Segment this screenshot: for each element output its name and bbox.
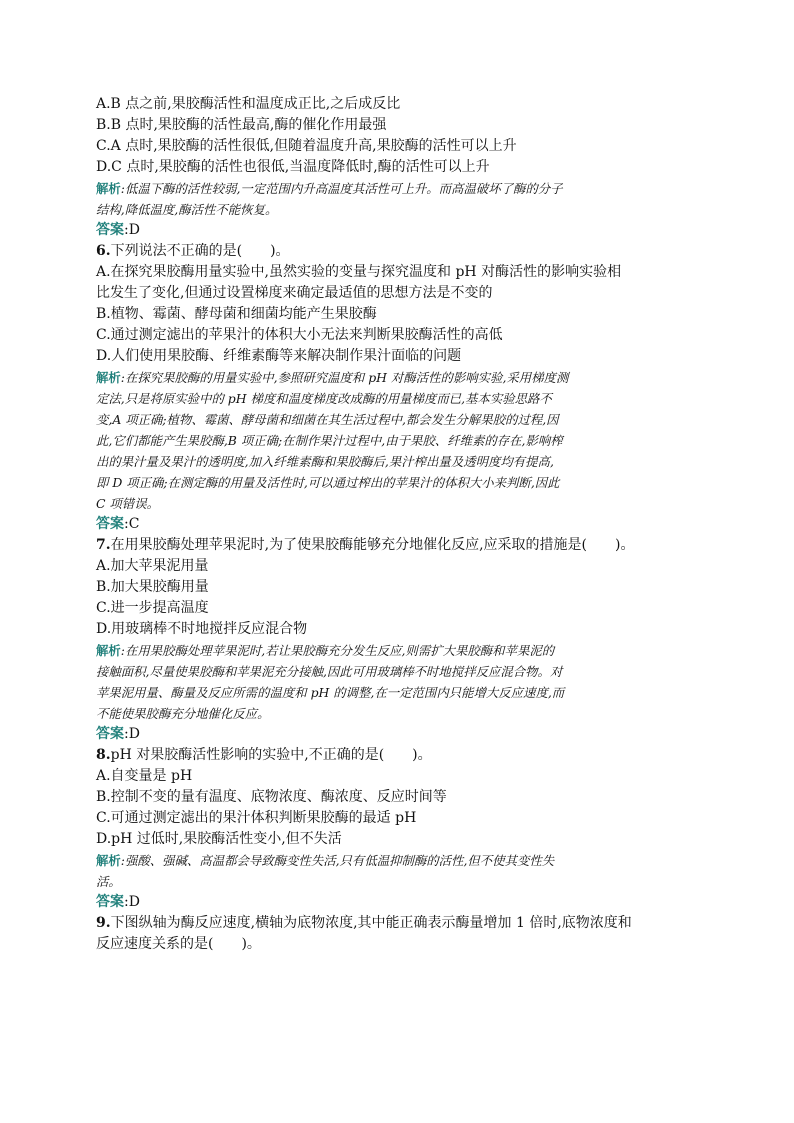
answer-value: :C: [124, 516, 140, 532]
q5-option-c: C.A 点时,果胶酶的活性很低,但随着温度升高,果胶酶的活性可以上升: [96, 138, 517, 154]
q6-explanation-line-4: 此,它们都能产生果胶酶,B 项正确;在制作果汁过程中,由于果胶、纤维素的存在,影响榨: [96, 433, 563, 448]
q6-explanation-line-6: 即 D 项正确;在测定酶的用量及活性时,可以通过榨出的苹果汁的体积大小来判断,因此: [96, 475, 560, 490]
q5-explanation-line-2: 结构,降低温度,酶活性不能恢复。: [96, 202, 278, 217]
q8-explanation-line-1: [96, 850, 700, 871]
explanation-text: :在用果胶酶处理苹果泥时,若让果胶酶充分发生反应,则需扩大果胶酶和苹果泥的: [120, 643, 555, 658]
q5-option-d: D.C 点时,果胶酶的活性也很低,当温度降低时,酶的活性可以上升: [96, 159, 490, 175]
q6-explanation-line-1: [96, 367, 700, 388]
q5-answer: [96, 220, 700, 241]
q8-option-d: D.pH 过低时,果胶酶活性变小,但不失活: [96, 831, 342, 847]
q6-explanation-line-7: C 项错误。: [96, 496, 159, 511]
q7-explanation-line-2: 接触面积,尽量使果胶酶和苹果泥充分接触,因此可用玻璃棒不时地搅拌反应混合物。对: [96, 664, 563, 679]
explanation-text: :低温下酶的活性较弱,一定范围内升高温度其活性可上升。而高温破坏了酶的分子: [120, 181, 563, 196]
q8-stem: [96, 745, 700, 766]
q5-option-b: B.B 点时,果胶酶的活性最高,酶的催化作用最强: [96, 117, 387, 133]
q6-option-c: C.通过测定滤出的苹果汁的体积大小无法来判断果胶酶活性的高低: [96, 327, 503, 343]
question-text: 在用果胶酶处理苹果泥时,为了使果胶酶能够充分地催化反应,应采取的措施是( )。: [110, 537, 635, 553]
answer-label: 答案: [96, 726, 124, 742]
answer-label: 答案: [96, 222, 124, 238]
explanation-label: 解析: [96, 370, 121, 385]
q7-option-a: A.加大苹果泥用量: [96, 558, 209, 574]
q9-stem-line-1: [96, 913, 700, 934]
q9-stem-line-2: 反应速度关系的是( )。: [96, 936, 261, 952]
answer-value: :D: [124, 894, 140, 910]
answer-value: :D: [124, 726, 140, 742]
q5-explanation-line-1: [96, 178, 700, 199]
q6-option-d: D.人们使用果胶酶、纤维素酶等来解决制作果汁面临的问题: [96, 348, 462, 364]
document-content: [96, 94, 700, 955]
question-text: pH 对果胶酶活性影响的实验中,不正确的是( )。: [110, 747, 432, 763]
q5-option-a: A.B 点之前,果胶酶活性和温度成正比,之后成反比: [96, 96, 401, 112]
q6-explanation-line-5: 出的果汁量及果汁的透明度,加入纤维素酶和果胶酶后,果汁榨出量及透明度均有提高,: [96, 454, 554, 469]
explanation-label: 解析: [96, 853, 121, 868]
explanation-label: 解析: [96, 643, 121, 658]
q8-option-b: B.控制不变的量有温度、底物浓度、酶浓度、反应时间等: [96, 789, 447, 805]
q7-explanation-line-1: [96, 640, 700, 661]
q6-answer: [96, 514, 700, 535]
answer-label: 答案: [96, 894, 124, 910]
q7-stem: [96, 535, 700, 556]
q8-option-c: C.可通过测定滤出的果汁体积判断果胶酶的最适 pH: [96, 810, 417, 826]
q8-option-a: A.自变量是 pH: [96, 768, 193, 784]
q7-answer: [96, 724, 700, 745]
explanation-text: :在探究果胶酶的用量实验中,参照研究温度和 pH 对酶活性的影响实验,采用梯度测: [120, 370, 569, 385]
q6-stem: [96, 241, 700, 262]
q7-explanation-line-3: 苹果泥用量、酶量及反应所需的温度和 pH 的调整,在一定范围内只能增大反应速度,而: [96, 685, 565, 700]
question-number: 7.: [96, 537, 111, 553]
q7-explanation-line-4: 不能使果胶酶充分地催化反应。: [96, 706, 270, 721]
q7-option-d: D.用玻璃棒不时地搅拌反应混合物: [96, 621, 308, 637]
question-number: 8.: [96, 747, 111, 763]
question-text: 下列说法不正确的是( )。: [110, 243, 290, 259]
q6-explanation-line-3: 变,A 项正确;植物、霉菌、酵母菌和细菌在其生活过程中,都会发生分解果胶的过程,因: [96, 412, 559, 427]
answer-label: 答案: [96, 516, 124, 532]
q6-option-a: A.在探究果胶酶用量实验中,虽然实验的变量与探究温度和 pH 对酶活性的影响实验相: [96, 264, 622, 280]
explanation-label: 解析: [96, 181, 121, 196]
question-number: 9.: [96, 915, 111, 931]
q7-option-b: B.加大果胶酶用量: [96, 579, 209, 595]
question-text: 下图纵轴为酶反应速度,横轴为底物浓度,其中能正确表示酶量增加 1 倍时,底物浓度和: [110, 915, 632, 931]
q7-option-c: C.进一步提高温度: [96, 600, 209, 616]
q6-option-b: B.植物、霉菌、酵母菌和细菌均能产生果胶酶: [96, 306, 377, 322]
question-number: 6.: [96, 243, 111, 259]
q6-explanation-line-2: 定法,只是将原实验中的 pH 梯度和温度梯度改成酶的用量梯度而已,基本实验思路不: [96, 391, 552, 406]
q6-option-a-cont: 比发生了变化,但通过设置梯度来确定最适值的思想方法是不变的: [96, 285, 493, 301]
explanation-text: :强酸、强碱、高温都会导致酶变性失活,只有低温抑制酶的活性,但不使其变性失: [120, 853, 555, 868]
q8-answer: [96, 892, 700, 913]
q8-explanation-line-2: 活。: [96, 874, 121, 889]
answer-value: :D: [124, 222, 140, 238]
